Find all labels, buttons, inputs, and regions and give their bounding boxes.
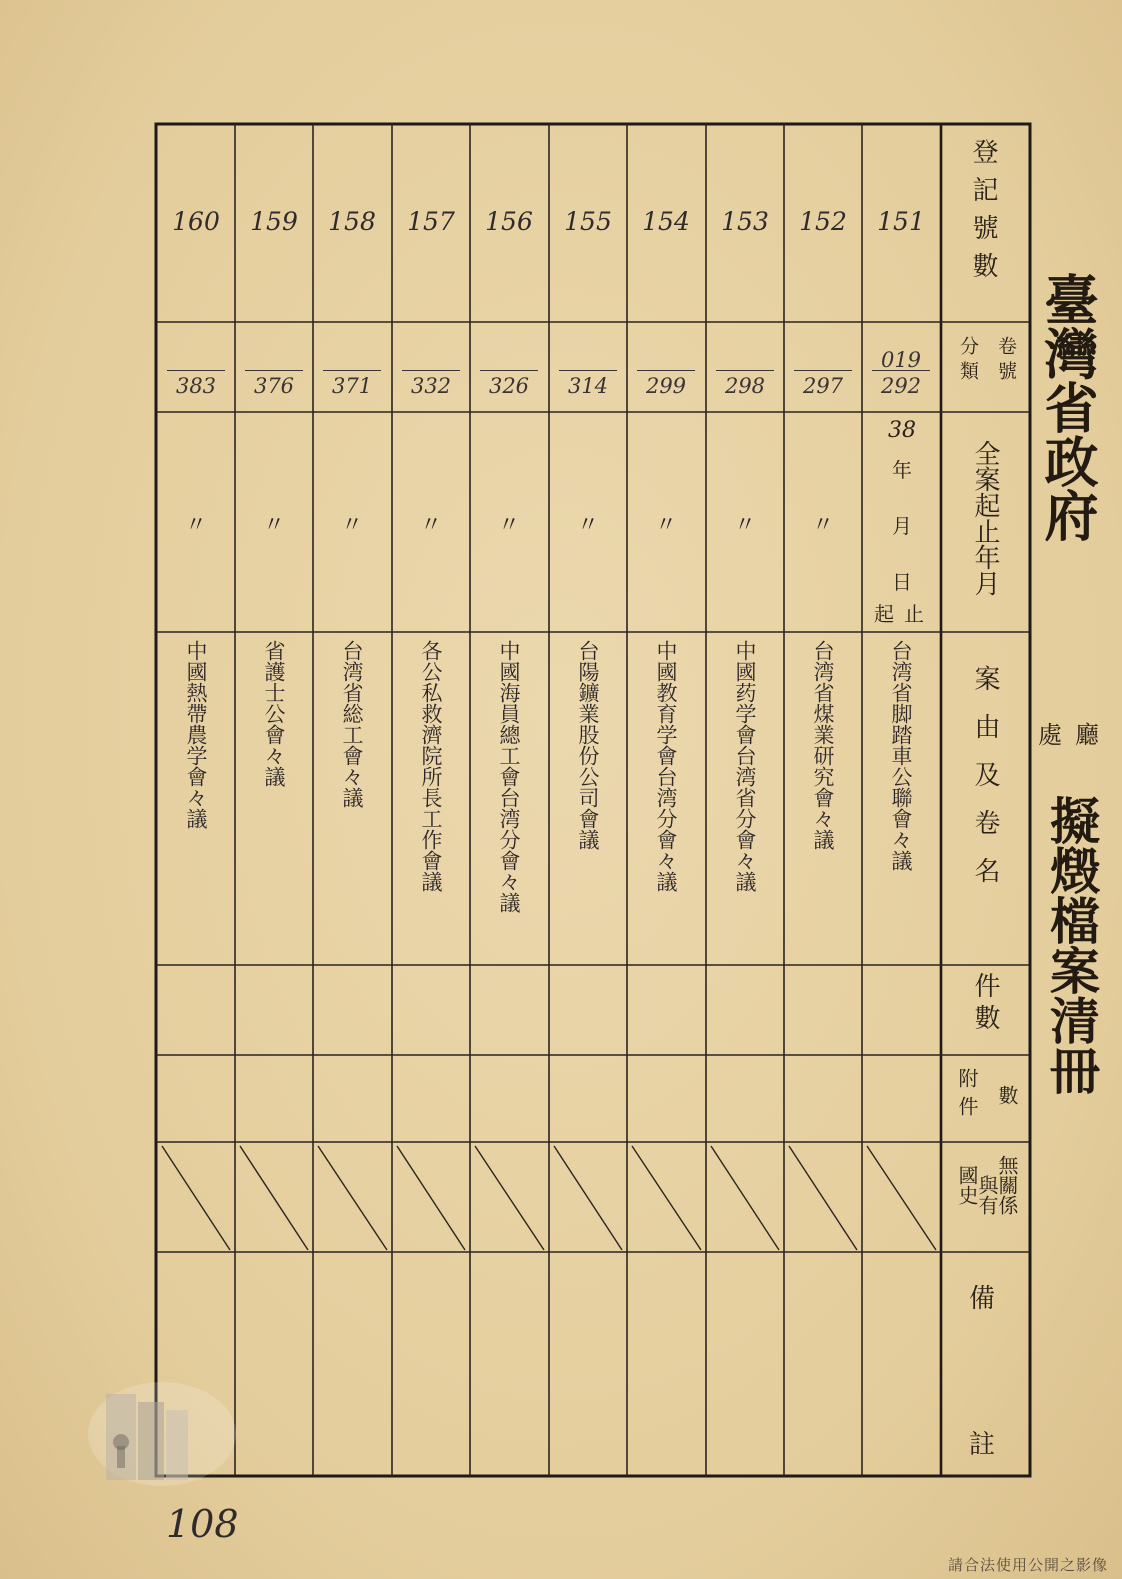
dept-label-bottom: 處 bbox=[1038, 721, 1062, 749]
period-year: 38 bbox=[888, 418, 916, 443]
case-subject: 台陽鑛業股份公司會議 bbox=[576, 640, 600, 850]
reg-number: 151 bbox=[877, 207, 925, 236]
case-subject: 中國海員總工會台湾分會々議 bbox=[497, 640, 521, 913]
header-subject: 案由及卷名 bbox=[970, 665, 1000, 905]
header-period: 全案起止年月 bbox=[970, 440, 1000, 596]
reg-number: 157 bbox=[407, 207, 455, 236]
period-ditto: 〃 bbox=[733, 513, 756, 538]
class-number-top: 019 bbox=[880, 348, 922, 372]
class-number: 383 bbox=[157, 370, 235, 398]
class-number: 299 bbox=[627, 370, 705, 398]
reg-number: 152 bbox=[799, 207, 847, 236]
period-end: 止 bbox=[904, 602, 924, 626]
class-number: 371 bbox=[313, 370, 391, 398]
reg-number: 156 bbox=[485, 207, 533, 236]
usage-watermark: 請合法使用公開之影像 bbox=[947, 1556, 1108, 1574]
first-row-period bbox=[862, 418, 940, 628]
period-day-char: 日 bbox=[892, 570, 912, 594]
case-subject: 台湾省脚踏車公聯會々議 bbox=[889, 640, 913, 871]
period-ditto: 〃 bbox=[497, 513, 520, 538]
header-history-b: 與有 bbox=[975, 1175, 999, 1215]
header-remarks-b: 註 bbox=[968, 1430, 995, 1460]
header-remarks-a: 備 bbox=[968, 1284, 995, 1314]
header-count: 件數 bbox=[970, 972, 1000, 1036]
period-ditto: 〃 bbox=[340, 513, 363, 538]
header-history-a: 無關係 bbox=[995, 1155, 1019, 1215]
period-year-char: 年 bbox=[892, 458, 912, 482]
period-ditto: 〃 bbox=[419, 513, 442, 538]
document-subtitle: 擬燬檔案清冊 bbox=[1042, 795, 1101, 1095]
class-number: 297 bbox=[784, 370, 862, 398]
reg-number: 155 bbox=[564, 207, 612, 236]
header-attach-a: 數 bbox=[995, 1085, 1019, 1105]
header-attach-b: 附件 bbox=[955, 1068, 979, 1124]
document-title: 臺灣省政府 bbox=[1036, 272, 1100, 542]
header-class-no-a: 卷號 bbox=[995, 336, 1017, 386]
page-number: 108 bbox=[166, 1502, 239, 1546]
reg-number: 160 bbox=[172, 207, 220, 236]
case-subject: 中國教育学會台湾分會々議 bbox=[654, 640, 678, 892]
archive-logo-icon bbox=[82, 1372, 242, 1502]
class-number: 314 bbox=[549, 370, 627, 398]
period-start: 起 bbox=[874, 602, 894, 626]
class-number: 332 bbox=[392, 370, 470, 398]
header-history-c: 國史 bbox=[955, 1165, 979, 1205]
case-subject: 台湾省総工會々議 bbox=[340, 640, 364, 808]
reg-number: 159 bbox=[250, 207, 298, 236]
dept-label-top: 廳 bbox=[1075, 721, 1099, 749]
period-month-char: 月 bbox=[892, 514, 912, 538]
class-number: 298 bbox=[706, 370, 784, 398]
period-ditto: 〃 bbox=[576, 513, 599, 538]
header-reg-no: 登記號數 bbox=[968, 138, 998, 290]
period-ditto: 〃 bbox=[184, 513, 207, 538]
header-class-no-b: 分類 bbox=[957, 336, 979, 386]
period-ditto: 〃 bbox=[811, 513, 834, 538]
class-number: 326 bbox=[470, 370, 548, 398]
reg-number: 154 bbox=[642, 207, 690, 236]
period-ditto: 〃 bbox=[654, 513, 677, 538]
case-subject: 中國熱帶農学會々議 bbox=[184, 640, 208, 829]
period-ditto: 〃 bbox=[262, 513, 285, 538]
case-subject: 省護士公會々議 bbox=[262, 640, 286, 787]
case-subject: 台湾省煤業研究會々議 bbox=[811, 640, 835, 850]
reg-number: 153 bbox=[721, 207, 769, 236]
case-subject: 中國药学會台湾省分會々議 bbox=[733, 640, 757, 892]
class-number: 376 bbox=[235, 370, 313, 398]
class-number: 292 bbox=[862, 370, 940, 398]
case-subject: 各公私救濟院所長工作會議 bbox=[419, 640, 443, 892]
reg-number: 158 bbox=[328, 207, 376, 236]
